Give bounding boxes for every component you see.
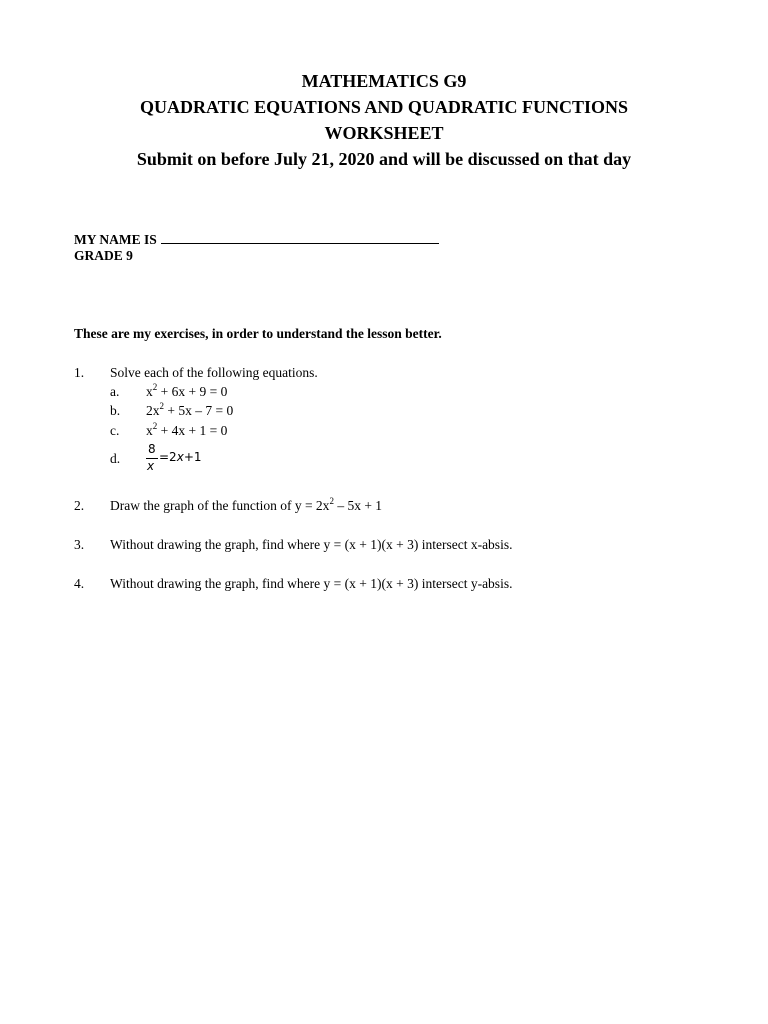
- equation-tail: + 6x + 9 = 0: [157, 384, 228, 399]
- equation-tail: + 4x + 1 = 0: [157, 423, 228, 438]
- question-tail: – 5x + 1: [333, 498, 383, 513]
- question-number: 3.: [74, 537, 85, 552]
- question-text: [110, 495, 383, 514]
- question-lead: Draw the graph of the function of y = 2x: [110, 498, 330, 513]
- worksheet-header: [0, 68, 768, 172]
- rhs-lead: =2: [159, 450, 177, 464]
- rhs-variable: x: [176, 450, 184, 464]
- equation: [146, 381, 228, 400]
- worksheet-title: WORKSHEET: [324, 123, 444, 143]
- equation-lead: x: [146, 384, 153, 399]
- name-label: MY NAME IS: [74, 232, 157, 247]
- exponent: 2: [329, 495, 334, 506]
- equation: [146, 400, 234, 419]
- submission-note: Submit on before July 21, 2020 and will be discussed on that day: [136, 149, 632, 169]
- exponent: 2: [159, 400, 164, 411]
- question-text: Without drawing the graph, find where y = (x + 1)(x + 3) intersect x-absis.: [110, 537, 513, 552]
- equation-tail: + 5x – 7 = 0: [164, 403, 234, 418]
- equation-lead: 2x: [146, 403, 160, 418]
- exponent: 2: [152, 381, 158, 392]
- rhs-tail: +1: [183, 450, 202, 464]
- subject-title: MATHEMATICS G9: [301, 71, 467, 91]
- topic-title: QUADRATIC EQUATIONS AND QUADRATIC FUNCTIONS: [139, 97, 629, 117]
- name-blank: [161, 230, 439, 244]
- equation-lead: x: [146, 423, 153, 438]
- name-line: [74, 230, 439, 248]
- part-letter: a.: [110, 384, 120, 399]
- fraction-numerator: 8: [148, 442, 156, 456]
- question-text: Without drawing the graph, find where y = (x + 1)(x + 3) intersect y-absis.: [110, 576, 513, 591]
- part-letter: d.: [110, 451, 121, 466]
- question-number: 1.: [74, 365, 85, 380]
- grade-label: GRADE 9: [74, 248, 133, 263]
- fraction-denominator: x: [147, 459, 155, 473]
- question-number: 4.: [74, 576, 85, 591]
- fraction-rhs: [159, 450, 202, 464]
- part-letter: b.: [110, 403, 121, 418]
- equation: [146, 420, 228, 439]
- intro-text: These are my exercises, in order to understand the lesson better.: [74, 326, 442, 341]
- question-number: 2.: [74, 498, 85, 513]
- exponent: 2: [152, 420, 158, 431]
- part-letter: c.: [110, 423, 120, 438]
- question-text: Solve each of the following equations.: [110, 365, 318, 380]
